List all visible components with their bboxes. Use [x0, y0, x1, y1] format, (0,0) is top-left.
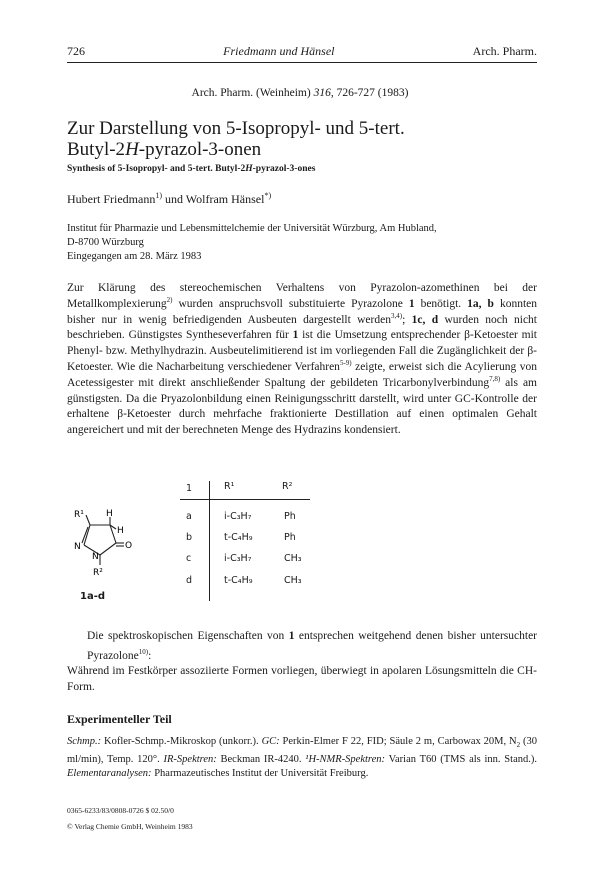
title-line-1: Zur Darstellung von 5-Isopropyl- und 5-tert. [67, 118, 405, 139]
table-cell: CH₃ [284, 575, 302, 586]
author-2: Wolfram Hänsel [185, 192, 265, 206]
exp-text: Perkin-Elmer F 22, FID; Säule 2 m, Carbowax 20M, N [279, 736, 517, 747]
body-s8: zeigte, erweist sich die Acylierung von Acetessigester mit direkt anschließender Spaltung der gebildeten Tricarbonylverbindung [67, 360, 537, 389]
properties-paragraph [67, 629, 537, 696]
title-line-2-italic: H [125, 139, 139, 160]
table-horizontal-rule [180, 499, 310, 500]
header-rule [67, 62, 537, 63]
compound-ref: 1 [288, 630, 295, 642]
struct-r1: R¹ [74, 510, 84, 520]
body-s6: wurden noch nicht beschrieben. Günstigstes Syntheseverfahren für [67, 313, 537, 342]
citation-pages: , 726-727 (1983) [330, 87, 409, 99]
struct-n2: N [92, 552, 99, 562]
copyright-line: © Verlag Chemie GmbH, Weinheim 1983 [67, 822, 193, 831]
exp-text: Kofler-Schmp.-Mikroskop (unkorr.). [101, 736, 262, 747]
ref-5-9: 5-9) [339, 359, 352, 368]
compound-ref: 1 [408, 297, 415, 310]
table-cell: d [186, 575, 193, 586]
substituent-table [180, 477, 320, 597]
citation-prefix: Arch. Pharm. (Weinheim) [191, 87, 314, 99]
ref-7-8: 7,8) [489, 374, 501, 383]
exp-label: Elementaranalysen: [67, 768, 152, 780]
body-s3: benötigt. [414, 297, 468, 310]
struct-r2: R² [93, 568, 103, 578]
exp-text: Pharmazeutisches Institut der Universität Freiburg. [151, 768, 369, 780]
body-s2: wurden anspruchsvoll substituierte Pyrazolone [172, 297, 409, 310]
experimental-paragraph [67, 735, 537, 782]
issn-code: 0365-6233/83/0808-0726 $ 02.50/0 [67, 806, 174, 815]
exp-text: Beckman IR-4240. [216, 753, 306, 765]
body-s1: Zur Klärung des stereochemischen Verhaltens von Pyrazolon-azomethinen bei der Metallkomplexierung [67, 282, 537, 310]
english-subtitle [67, 164, 537, 174]
properties-line-2: Während im Festkörper assoziierte Formen vorliegen, überwiegt in apolaren Lösungsmitteln die CH-Form. [67, 665, 537, 694]
page-number: 726 [67, 44, 85, 58]
running-authors: Friedmann und Hänsel [223, 44, 335, 58]
body-s4: konnten bisher nur in wenig befriedigenden Ausbeuten dargestellt werden [67, 297, 537, 326]
citation-volume: 316 [313, 87, 331, 99]
exp-text: Varian T60 (TMS als inn. Stand.). [385, 753, 537, 765]
table-cell: CH₃ [284, 553, 302, 564]
author-2-footnote: *) [264, 191, 272, 200]
table-cell: i-C₃H₇ [224, 553, 252, 564]
table-cell: i-C₃H₇ [224, 511, 252, 522]
received-date: Eingegangen am 28. März 1983 [67, 251, 202, 262]
table-header-r2: R² [282, 481, 293, 492]
ref-2: 2) [166, 295, 173, 304]
exp-text: (30 ml/min), Temp. 120°. [67, 736, 538, 765]
props-text: entsprechen weitgehend denen bisher untersuchter Pyrazolone [87, 630, 537, 662]
intro-paragraph [67, 281, 537, 439]
table-header-r1: R¹ [224, 481, 235, 492]
subtitle-italic: H [245, 164, 253, 174]
body-s9: als am günstigsten. Da die Pryazolonbildung einen Reinigungsschritt darstellt, wird unter GC-Kontrolle der erhaltene β-Ketoester durch mehrfache fraktionierte Destillation auf einen optimalen Gehalt angereichert und mit der berechneten Menge des Hydrazins kondensiert. [67, 376, 537, 437]
affiliation-institute: Institut für Pharmazie und Lebensmittelchemie der Universität Würzburg, Am Hubland, [67, 223, 437, 234]
struct-h2: H [117, 526, 124, 536]
table-cell: t-C₄H₉ [224, 575, 253, 586]
compound-ref: 1c, d [411, 313, 439, 326]
title-line-2a: Butyl-2 [67, 139, 126, 160]
ref-3-4: 3,4) [390, 311, 403, 320]
exp-label: GC: [261, 736, 280, 747]
exp-subscript: 2 [516, 741, 521, 750]
author-line [67, 191, 271, 207]
props-text: Die spektroskopischen Eigenschaften von [87, 630, 289, 642]
pyrazolone-structure [72, 505, 172, 605]
subtitle-part-a: Synthesis of 5-Isopropyl- and 5-tert. Butyl-2 [67, 164, 246, 174]
citation-line [0, 87, 600, 99]
compound-ref: 1 [292, 329, 299, 342]
compound-ref: 1a, b [467, 297, 494, 310]
struct-h1: H [106, 509, 113, 519]
properties-line-1 [67, 629, 537, 664]
exp-label: IR-Spektren: [163, 753, 217, 765]
article-title [67, 118, 537, 160]
table-cell: b [186, 532, 193, 543]
exp-label: Schmp.: [67, 736, 102, 747]
title-line-2b: -pyrazol-3-onen [138, 139, 262, 160]
affiliation-city: D-8700 Würzburg [67, 237, 144, 248]
table-cell: Ph [284, 532, 296, 543]
body-s7: ist die Umsetzung entsprechender β-Ketoester mit Phenyl- bzw. Methylhydrazin. Ausbeutelimitierend ist im vorliegenden Fall die Zugänglichkeit der β-Ketoester. Wie die Nacharbeitung verschiedener Verfahren [67, 329, 537, 373]
author-joiner: und [161, 192, 186, 206]
ref-10: 10) [138, 647, 149, 656]
table-cell: c [186, 553, 192, 564]
table-cell: Ph [284, 511, 296, 522]
affiliation-block [67, 222, 537, 264]
subtitle-part-b: -pyrazol-3-ones [252, 164, 316, 174]
section-heading: Experimenteller Teil [67, 712, 172, 726]
exp-label: ¹H-NMR-Spektren: [305, 753, 386, 765]
body-s5: ; [402, 313, 412, 326]
table-cell: t-C₄H₉ [224, 532, 253, 543]
struct-o: O [125, 541, 133, 551]
author-1-footnote: 1) [155, 191, 162, 200]
running-head [67, 44, 537, 59]
props-text: : [148, 649, 152, 662]
table-header-compound: 1 [186, 483, 193, 494]
structure-label: 1a-d [80, 591, 106, 602]
table-cell: a [186, 511, 192, 522]
running-journal: Arch. Pharm. [472, 44, 537, 58]
author-1: Hubert Friedmann [67, 192, 156, 206]
struct-n1: N [74, 542, 81, 552]
